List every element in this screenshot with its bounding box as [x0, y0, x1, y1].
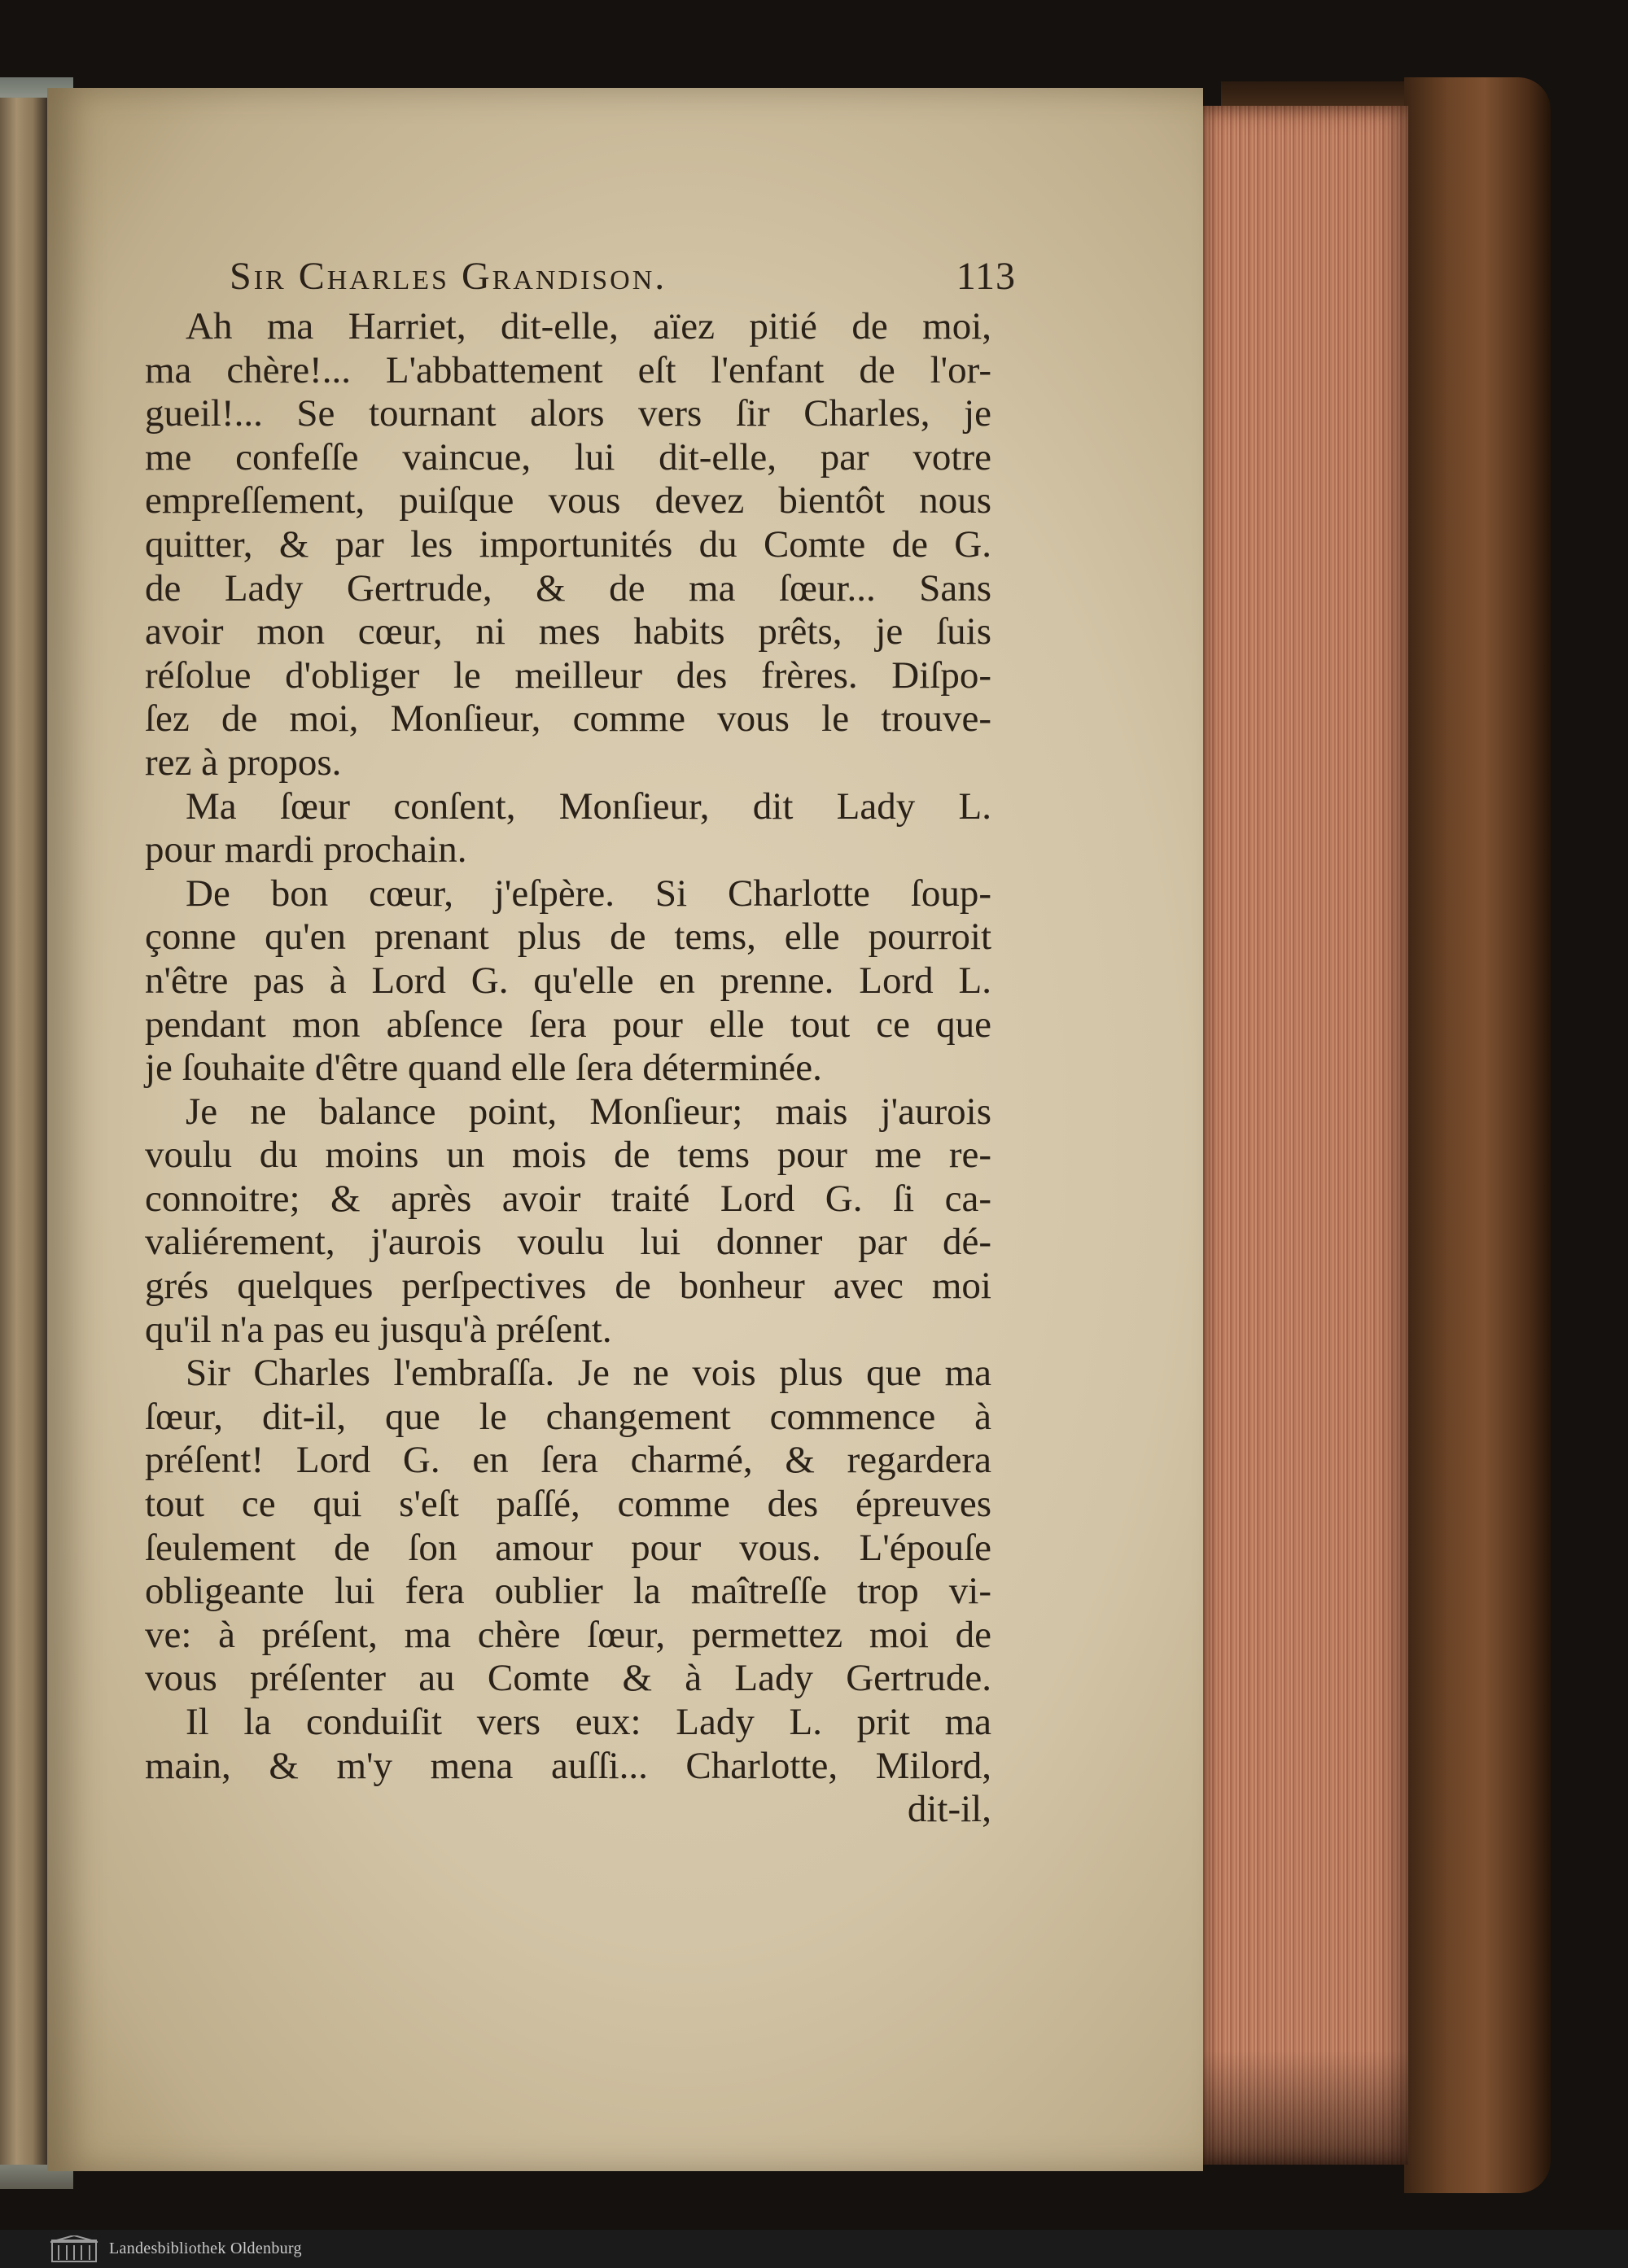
text-line: valiérement, j'aurois voulu lui donner par dé-	[145, 1221, 991, 1264]
footer-bar	[0, 2230, 1628, 2268]
text-line: ma chère!... L'abbattement eſt l'enfant de l'or-	[145, 348, 991, 391]
text-line: Sir Charles l'embraſſa. Je ne vois plus que ma	[186, 1352, 991, 1395]
body-text	[145, 305, 991, 1788]
text-line: pendant mon abſence ſera pour elle tout ce que	[145, 1003, 991, 1046]
text-line: De bon cœur, j'eſpère. Si Charlotte ſoup-	[186, 872, 991, 915]
text-line: rez à propos.	[145, 741, 342, 784]
text-line: connoitre; & après avoir traité Lord G. ſi ca-	[145, 1177, 991, 1220]
text-line: voulu du moins un mois de tems pour me re-	[145, 1134, 991, 1177]
text-line: grés quelques perſpectives de bonheur avec moi	[145, 1265, 991, 1308]
page-number: 113	[956, 255, 1016, 298]
text-line: Ma ſœur conſent, Monſieur, dit Lady L.	[186, 784, 991, 828]
running-head	[230, 248, 1016, 305]
text-line: ve: à préſent, ma chère ſœur, permettez moi de	[145, 1613, 991, 1656]
text-line: me confeſſe vaincue, lui dit-elle, par votre	[145, 435, 991, 479]
text-line: ſœur, dit-il, que le changement commence à	[145, 1395, 991, 1438]
text-line: Ah ma Harriet, dit-elle, aïez pitié de moi,	[186, 305, 991, 347]
previous-page-edge	[0, 98, 47, 2165]
text-line: vous préſenter au Comte & à Lady Gertrude.	[145, 1657, 991, 1700]
text-line: réſolue d'obliger le meilleur des frères. Diſpo-	[145, 653, 991, 697]
text-line: Je ne balance point, Monſieur; mais j'aurois	[186, 1090, 991, 1133]
text-line: pour mardi prochain.	[145, 828, 467, 872]
text-line: empreſſement, puiſque vous devez bientôt nous	[145, 479, 991, 522]
text-line: avoir mon cœur, ni mes habits prêts, je ſuis	[145, 610, 991, 653]
text-line: çonne qu'en prenant plus de tems, elle pourroit	[145, 916, 991, 959]
text-line: ſez de moi, Monſieur, comme vous le trouve-	[145, 697, 991, 741]
text-line: préſent! Lord G. en ſera charmé, & regardera	[145, 1439, 991, 1482]
text-line: ſeulement de ſon amour pour vous. L'épouſe	[145, 1526, 991, 1569]
text-line: n'être pas à Lord G. qu'elle en prenne. Lord L.	[145, 959, 991, 1002]
text-block	[145, 248, 1016, 1832]
page-fore-edge	[1197, 106, 1408, 2165]
text-line: main, & m'y mena auſſi... Charlotte, Milord,	[145, 1744, 991, 1787]
text-line: qu'il n'a pas eu jusqu'à préſent.	[145, 1308, 612, 1351]
text-line: obligeante lui fera oublier la maîtreſſe trop vi-	[145, 1570, 991, 1613]
text-line: Il la conduiſit vers eux: Lady L. prit ma	[186, 1701, 991, 1743]
library-building-icon	[50, 2235, 98, 2263]
text-line: quitter, & par les importunités du Comte de G.	[145, 522, 991, 566]
catchword: dit-il,	[907, 1788, 991, 1831]
leather-cover	[1404, 77, 1551, 2193]
running-head-title: Sir Charles Grandison.	[230, 255, 667, 298]
text-line: de Lady Gertrude, & de ma ſœur... Sans	[145, 566, 991, 610]
text-line: gueil!... Se tournant alors vers ſir Charles, je	[145, 392, 991, 435]
library-name: Landesbibliothek Oldenburg	[109, 2240, 302, 2257]
text-line: je ſouhaite d'être quand elle ſera déterminée.	[145, 1047, 822, 1090]
text-line: tout ce qui s'eſt paſſé, comme des épreuves	[145, 1483, 991, 1526]
